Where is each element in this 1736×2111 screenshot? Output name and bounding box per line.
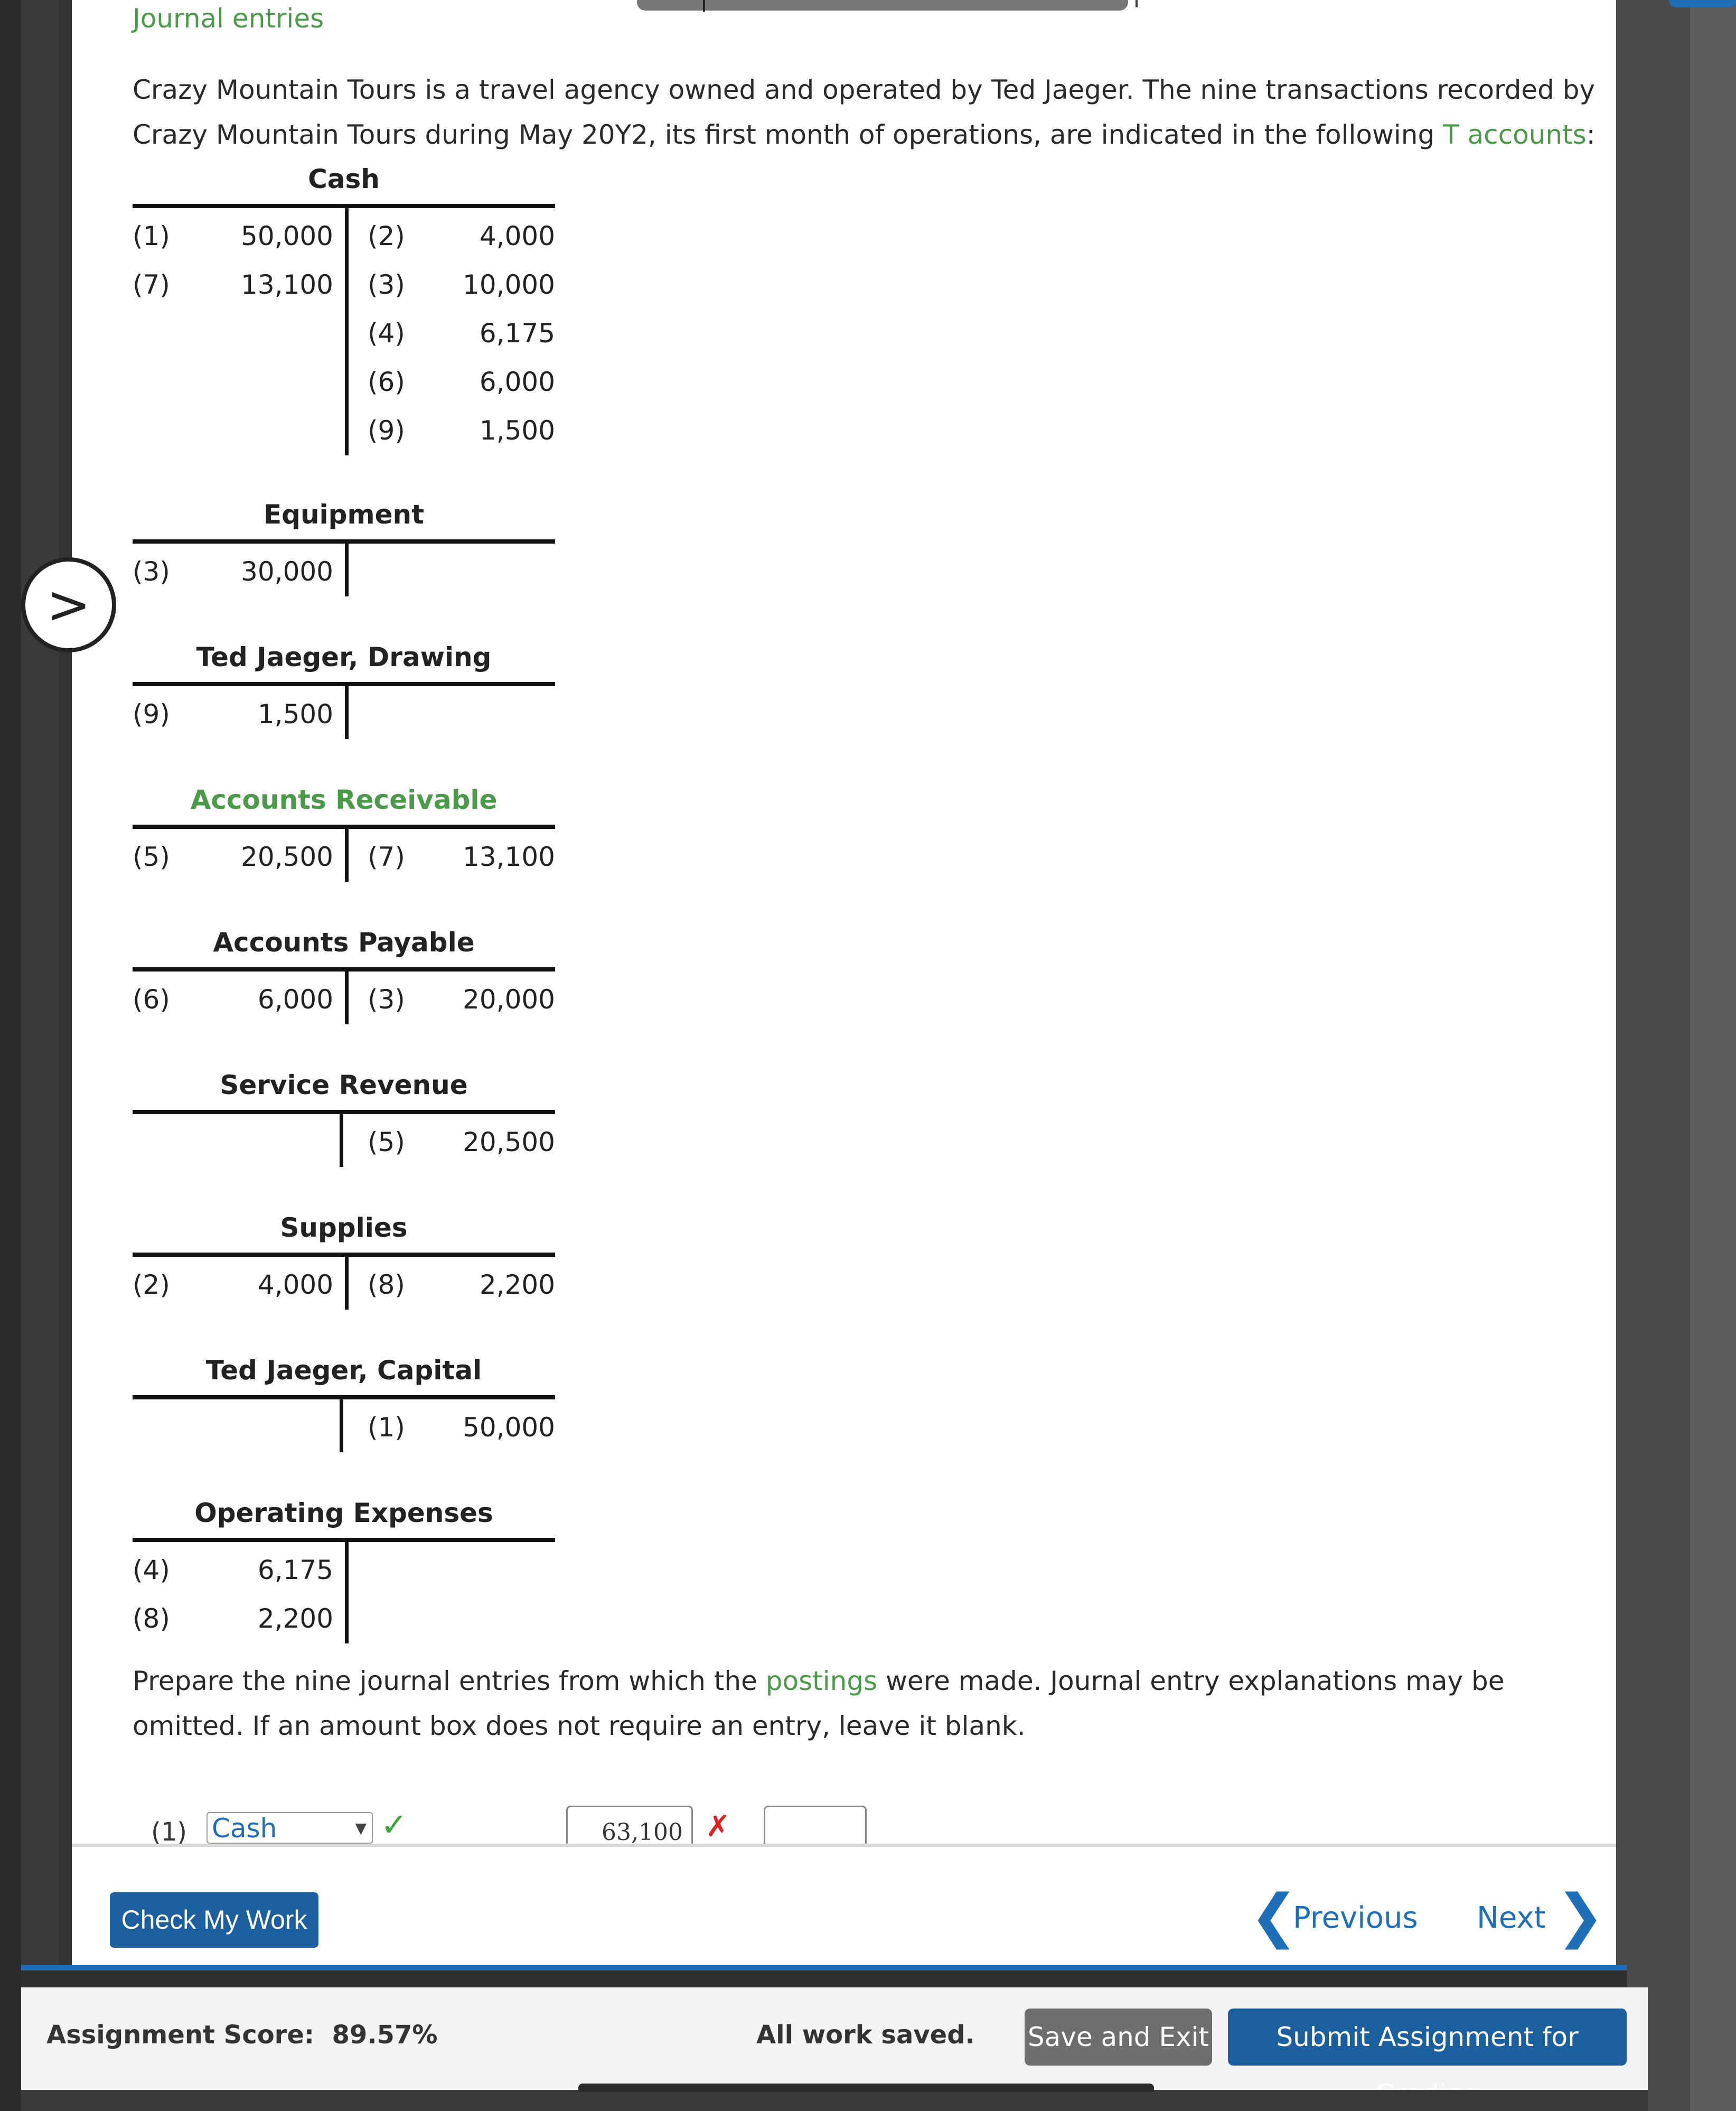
footer-divider xyxy=(21,1970,1627,1987)
debit-amount: 50,000 xyxy=(241,221,333,251)
question-content xyxy=(72,0,1616,1844)
t-account-title: Accounts Payable xyxy=(213,927,475,958)
right-scroll-strip[interactable] xyxy=(1690,0,1736,2111)
right-blue-tab[interactable] xyxy=(1669,0,1736,7)
t-accounts-link[interactable]: T accounts xyxy=(1443,119,1587,150)
debit-ref: (7) xyxy=(133,269,170,300)
intro-text xyxy=(133,68,1611,157)
top-toolbar-tick xyxy=(1136,0,1138,7)
credit-amount: 20,000 xyxy=(463,984,555,1015)
t-account-row xyxy=(133,211,555,260)
debit-amount: 20,500 xyxy=(241,842,333,872)
submit-assignment-button[interactable]: Submit Assignment for xyxy=(1228,2009,1627,2066)
t-account-title[interactable]: Accounts Receivable xyxy=(190,784,498,815)
debit-ref: (5) xyxy=(133,842,170,872)
account-select[interactable] xyxy=(207,1812,373,1844)
debit-amount: 2,200 xyxy=(257,1603,333,1634)
debit-ref: (8) xyxy=(133,1603,170,1634)
t-account-title: Service Revenue xyxy=(220,1070,468,1100)
t-account-row xyxy=(133,260,555,309)
footer-accent-rule xyxy=(21,1965,1627,1970)
t-account-title: Ted Jaeger, Capital xyxy=(205,1355,482,1386)
instructions-start: Prepare the nine journal entries from which the xyxy=(133,1666,766,1696)
credit-amount: 13,100 xyxy=(463,842,555,872)
score-value: 89.57% xyxy=(332,2020,438,2050)
t-account-top-rule xyxy=(133,1395,555,1399)
t-account-top-rule xyxy=(133,1538,555,1542)
t-account-title: Ted Jaeger, Drawing xyxy=(196,642,492,672)
debit-amount: 30,000 xyxy=(241,556,333,587)
chevron-left-icon: ❮ xyxy=(1250,1882,1299,1949)
t-account-top-rule xyxy=(133,1110,555,1114)
debit-ref: (9) xyxy=(133,699,170,730)
credit-ref: (9) xyxy=(368,415,405,446)
credit-amount: 6,175 xyxy=(479,318,555,349)
credit-ref: (3) xyxy=(368,269,405,300)
top-toolbar-handle[interactable] xyxy=(637,0,1128,11)
t-account-row xyxy=(133,547,555,595)
credit-ref: (6) xyxy=(368,367,405,397)
previous-label: Previous xyxy=(1293,1901,1418,1935)
debit-amount: 4,000 xyxy=(257,1269,333,1300)
t-account-row xyxy=(133,975,555,1023)
credit-amount: 2,200 xyxy=(479,1269,555,1300)
instructions-text xyxy=(133,1659,1611,1749)
debit-ref: (3) xyxy=(133,556,170,587)
expand-panel-button[interactable] xyxy=(21,557,116,652)
debit-ref: (4) xyxy=(133,1555,170,1585)
credit-ref: (3) xyxy=(368,984,405,1015)
t-account-row xyxy=(133,1594,555,1642)
save-and-exit-button[interactable]: Save and Exit xyxy=(1025,2009,1212,2066)
t-account-top-rule xyxy=(133,204,555,208)
t-account-row xyxy=(133,832,555,881)
t-account-row xyxy=(133,1403,555,1451)
score-label: Assignment Score: xyxy=(46,2020,315,2050)
credit-ref: (4) xyxy=(368,318,405,349)
footer-handle[interactable] xyxy=(578,2084,1154,2092)
credit-amount: 10,000 xyxy=(463,269,555,300)
intro-text-start: Crazy Mountain Tours is a travel agency owned and operated by Ted Jaeger. The nine transactions recorded by Crazy Mountain Tours during May 20Y2, its first month of operations, are indicated in the following xyxy=(133,74,1596,150)
debit-ref: (1) xyxy=(133,221,170,251)
t-account-row xyxy=(133,406,555,454)
debit-amount: 1,500 xyxy=(257,699,333,730)
save-status: All work saved. xyxy=(756,2020,975,2050)
credit-amount: 20,500 xyxy=(463,1127,555,1157)
t-account-top-rule xyxy=(133,682,555,686)
debit-ref: (2) xyxy=(133,1269,170,1300)
assignment-score xyxy=(46,2020,437,2050)
check-my-work-button[interactable]: Check My Work xyxy=(110,1892,318,1948)
section-title-link[interactable]: Journal entries xyxy=(133,3,324,34)
t-account-row xyxy=(133,309,555,357)
debit-ref: (6) xyxy=(133,984,170,1015)
t-account-top-rule xyxy=(133,539,555,544)
t-account-title: Cash xyxy=(308,164,380,194)
credit-amount: 1,500 xyxy=(479,415,555,446)
credit-ref: (7) xyxy=(368,842,405,872)
debit-amount: 6,000 xyxy=(257,984,333,1015)
intro-text-end: : xyxy=(1586,119,1596,150)
footer-bottom-edge xyxy=(21,2090,1648,2111)
check-icon: ✓ xyxy=(381,1807,408,1844)
credit-ref: (2) xyxy=(368,221,405,251)
debit-amount: 13,100 xyxy=(241,269,333,300)
credit-ref: (1) xyxy=(368,1412,405,1443)
next-label: Next xyxy=(1477,1901,1546,1935)
top-toolbar-divider xyxy=(703,0,705,12)
left-rail xyxy=(59,0,72,1976)
instructions-end: were made. Journal entry explanations may be omitted. If an amount box does not require an entry, leave it blank. xyxy=(133,1666,1505,1741)
question-nav-bar xyxy=(72,1844,1616,1965)
left-edge xyxy=(0,0,21,2111)
t-account-row xyxy=(133,1260,555,1309)
credit-amount: 4,000 xyxy=(479,221,555,251)
t-account-row xyxy=(133,689,555,738)
t-account-top-rule xyxy=(133,1253,555,1257)
t-account-title: Operating Expenses xyxy=(194,1498,493,1528)
x-icon: ✗ xyxy=(706,1809,730,1844)
t-account-row xyxy=(133,357,555,406)
t-account-top-rule xyxy=(133,967,555,972)
credit-amount: 6,000 xyxy=(479,367,555,397)
credit-ref: (5) xyxy=(368,1127,405,1157)
credit-amount-input[interactable] xyxy=(764,1806,867,1844)
debit-amount: 6,175 xyxy=(257,1555,333,1585)
caret-down-icon: ▼ xyxy=(355,1819,367,1837)
chevron-right-icon: ❯ xyxy=(1556,1882,1605,1949)
credit-ref: (8) xyxy=(368,1269,405,1300)
journal-entry-number: (1) xyxy=(151,1817,187,1844)
next-button[interactable] xyxy=(1477,1882,1605,1949)
t-account-row xyxy=(133,1117,555,1166)
t-account-title: Equipment xyxy=(264,499,424,530)
credit-amount: 50,000 xyxy=(463,1412,555,1443)
t-account-title: Supplies xyxy=(280,1212,408,1243)
chevron-right-icon: > xyxy=(46,574,91,636)
postings-link[interactable]: postings xyxy=(765,1666,878,1696)
t-account-row xyxy=(133,1545,555,1594)
debit-amount-input[interactable]: 63,100 xyxy=(566,1806,693,1844)
t-account-top-rule xyxy=(133,825,555,829)
assignment-footer xyxy=(21,1987,1648,2090)
account-select-value: Cash xyxy=(212,1813,277,1844)
